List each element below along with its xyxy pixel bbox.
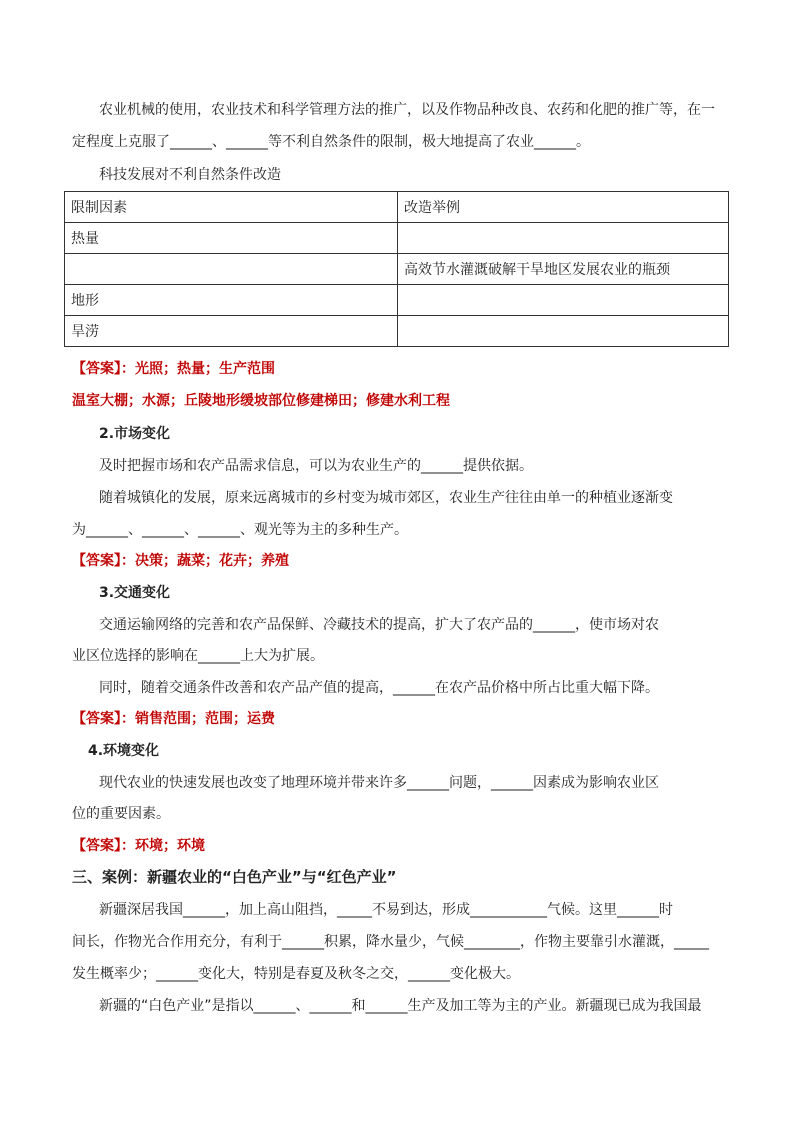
paragraph-line: 交通运输网络的完善和农产品保鲜、冷藏技术的提高，扩大了农产品的______，使市场对农: [99, 617, 659, 633]
paragraph-line: 新疆的“白色产业”是指以______、______和______生产及加工等为主的产业。新疆现已成为我国最: [99, 998, 702, 1014]
table-cell: 地形: [65, 285, 398, 316]
section-title: 三、案例：新疆农业的“白色产业”与“红色产业”: [72, 868, 397, 886]
paragraph-line: 新疆深居我国______，加上高山阻挡，_____不易到达，形成___________气候。这里______时: [99, 902, 673, 918]
reform-table: [64, 191, 729, 347]
paragraph-line: 业区位选择的影响在______上大为扩展。: [72, 648, 324, 664]
paragraph-line: 现代农业的快速发展也改变了地理环境并带来许多______问题，______因素成为影响农业区: [99, 775, 659, 791]
paragraph-line: 为______、______、______、观光等为主的多种生产。: [72, 522, 408, 538]
paragraph-line: 发生概率少；______变化大，特别是春夏及秋冬之交，______变化极大。: [72, 966, 520, 982]
answer-line: 温室大棚；水源；丘陵地形缓坡部位修建梯田；修建水利工程: [72, 393, 450, 409]
table-row: [65, 285, 729, 316]
paragraph-line: 及时把握市场和农产品需求信息，可以为农业生产的______提供依据。: [99, 458, 533, 474]
paragraph-line: 位的重要因素。: [72, 806, 170, 822]
answer-line: 【答案】：决策；蔬菜；花卉；养殖: [72, 553, 289, 569]
table-row: [65, 223, 729, 254]
answer-line: 【答案】：光照；热量；生产范围: [72, 361, 275, 377]
paragraph-line: 随着城镇化的发展，原来远离城市的乡村变为城市郊区，农业生产往往由单一的种植业逐渐变: [99, 490, 673, 506]
table-row: [65, 316, 729, 347]
paragraph-line: 农业机械的使用，农业技术和科学管理方法的推广，以及作物品种改良、农药和化肥的推广等，在一: [99, 102, 715, 118]
section-heading: 3.交通变化: [99, 585, 171, 601]
paragraph-line: 间长，作物光合作用充分，有利于______积累，降水量少，气候________，作物主要靠引水灌溉，_____: [72, 934, 709, 950]
answer-line: 【答案】：销售范围；范围；运费: [72, 711, 275, 727]
table-header-cell: 限制因素: [65, 192, 398, 223]
table-row: [65, 254, 729, 285]
answer-line: 【答案】：环境；环境: [72, 838, 205, 854]
table-cell: 热量: [65, 223, 398, 254]
paragraph-line: 定程度上克服了______、______等不利自然条件的限制，极大地提高了农业______。: [72, 134, 590, 150]
section-heading: 2.市场变化: [99, 426, 171, 442]
section-heading: 4.环境变化: [88, 743, 160, 759]
table-cell: [398, 223, 729, 254]
table-cell: [398, 285, 729, 316]
table-cell: [398, 316, 729, 347]
table-caption: 科技发展对不利自然条件改造: [99, 167, 281, 183]
table-header-row: [65, 192, 729, 223]
table-header-cell: 改造举例: [398, 192, 729, 223]
table-cell: 旱涝: [65, 316, 398, 347]
paragraph-line: 同时，随着交通条件改善和农产品产值的提高，______在农产品价格中所占比重大幅下降。: [99, 680, 659, 696]
table-cell: [65, 254, 398, 285]
table-cell: 高效节水灌溉破解干旱地区发展农业的瓶颈: [398, 254, 729, 285]
